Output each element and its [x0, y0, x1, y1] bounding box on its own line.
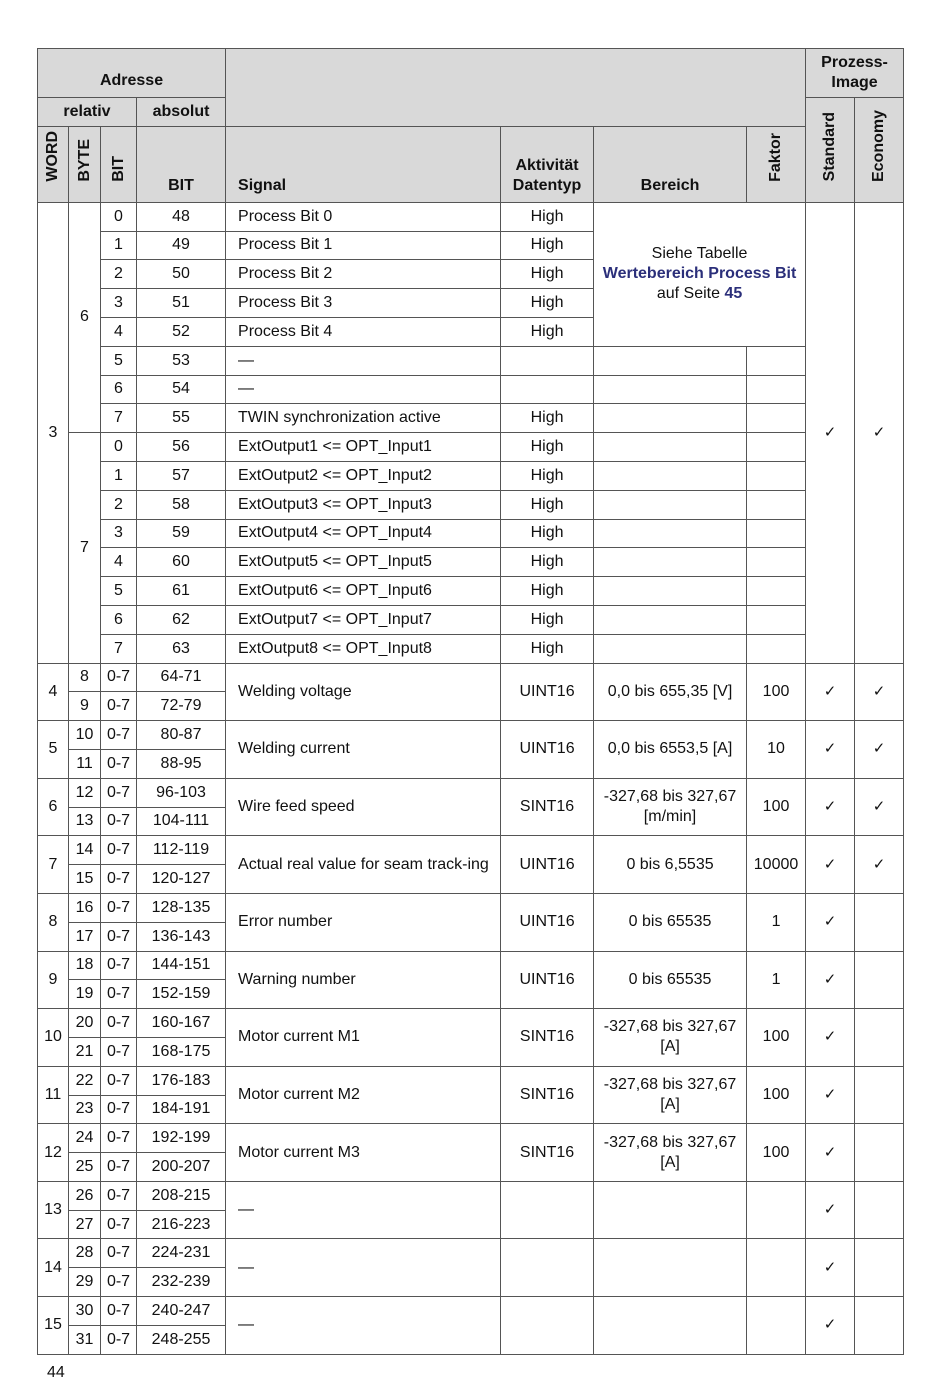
- economy-check-icon: [855, 893, 904, 951]
- standard-check-icon: ✓: [806, 663, 855, 721]
- word-cell: 6: [38, 778, 69, 836]
- activity-cell: High: [501, 577, 594, 606]
- bit-cell: 1: [101, 231, 137, 260]
- header-adresse: Adresse: [38, 49, 226, 98]
- byte-cell: 24: [69, 1124, 101, 1153]
- bit-cell: 3: [101, 289, 137, 318]
- byte-cell: 25: [69, 1153, 101, 1182]
- abs-bit-cell: 128-135: [137, 893, 226, 922]
- byte-cell: 8: [69, 663, 101, 692]
- note-text: Siehe Tabelle: [651, 245, 748, 263]
- header-standard: Standard: [806, 98, 855, 203]
- range-cell: 0 bis 65535: [594, 951, 747, 1009]
- range-cell: [594, 346, 747, 375]
- signal-cell: ExtOutput1 <= OPT_Input1: [226, 433, 501, 462]
- signal-cell: Motor current M3: [226, 1124, 501, 1182]
- range-cell: [594, 519, 747, 548]
- activity-cell: High: [501, 490, 594, 519]
- signal-cell: ExtOutput6 <= OPT_Input6: [226, 577, 501, 606]
- signal-cell: Motor current M2: [226, 1066, 501, 1124]
- signal-cell: Motor current M1: [226, 1009, 501, 1067]
- activity-cell: High: [501, 404, 594, 433]
- factor-cell: 100: [747, 663, 806, 721]
- header-bit: BIT: [101, 126, 137, 202]
- table-row: [38, 605, 904, 634]
- byte-cell: 29: [69, 1268, 101, 1297]
- bit-cell: 0-7: [101, 807, 137, 836]
- table-row: [38, 1181, 904, 1210]
- range-cell: [594, 375, 747, 404]
- factor-cell: [747, 1297, 806, 1355]
- header-aktivitaet-datentyp: Aktivität Datentyp: [501, 126, 594, 202]
- bit-cell: 0-7: [101, 1325, 137, 1354]
- abs-bit-cell: 104-111: [137, 807, 226, 836]
- abs-bit-cell: 80-87: [137, 721, 226, 750]
- header-byte: BYTE: [69, 126, 101, 202]
- byte-cell: 27: [69, 1210, 101, 1239]
- range-cell: [594, 605, 747, 634]
- datatype-cell: SINT16: [501, 1066, 594, 1124]
- activity-cell: High: [501, 461, 594, 490]
- standard-check-icon: ✓: [806, 836, 855, 894]
- byte-cell: 14: [69, 836, 101, 865]
- signal-cell: Process Bit 4: [226, 317, 501, 346]
- byte-cell: 10: [69, 721, 101, 750]
- datatype-cell: UINT16: [501, 951, 594, 1009]
- activity-cell: High: [501, 289, 594, 318]
- range-cell: [594, 577, 747, 606]
- range-cell: [594, 1297, 747, 1355]
- bit-cell: 4: [101, 317, 137, 346]
- abs-bit-cell: 168-175: [137, 1037, 226, 1066]
- table-row: [38, 1124, 904, 1153]
- signal-cell: Welding current: [226, 721, 501, 779]
- activity-cell: High: [501, 548, 594, 577]
- activity-cell: High: [501, 634, 594, 663]
- factor-cell: 100: [747, 1124, 806, 1182]
- economy-check-icon: ✓: [855, 836, 904, 894]
- factor-cell: [747, 346, 806, 375]
- standard-check-icon: ✓: [806, 721, 855, 779]
- byte-cell: 19: [69, 980, 101, 1009]
- economy-check-icon: [855, 951, 904, 1009]
- bit-cell: 7: [101, 404, 137, 433]
- bit-cell: 0-7: [101, 1037, 137, 1066]
- header-prozess-image: Prozess-Image: [806, 49, 904, 98]
- signal-cell: Process Bit 3: [226, 289, 501, 318]
- abs-bit-cell: 60: [137, 548, 226, 577]
- abs-bit-cell: 52: [137, 317, 226, 346]
- abs-bit-cell: 54: [137, 375, 226, 404]
- range-cell: [594, 1239, 747, 1297]
- table-row: [38, 461, 904, 490]
- header-relativ: relativ: [38, 98, 137, 127]
- bit-cell: 0-7: [101, 893, 137, 922]
- abs-bit-cell: 200-207: [137, 1153, 226, 1182]
- table-row: [38, 1297, 904, 1326]
- activity-cell: [501, 346, 594, 375]
- abs-bit-cell: 120-127: [137, 865, 226, 894]
- abs-bit-cell: 232-239: [137, 1268, 226, 1297]
- bit-cell: 5: [101, 346, 137, 375]
- factor-cell: [747, 490, 806, 519]
- bit-cell: 0-7: [101, 1124, 137, 1153]
- byte-cell: 26: [69, 1181, 101, 1210]
- factor-cell: [747, 461, 806, 490]
- economy-check-icon: ✓: [855, 202, 904, 663]
- bit-cell: 0-7: [101, 1210, 137, 1239]
- abs-bit-cell: 58: [137, 490, 226, 519]
- abs-bit-cell: 216-223: [137, 1210, 226, 1239]
- byte-cell: 17: [69, 922, 101, 951]
- range-note: [594, 202, 806, 346]
- abs-bit-cell: 136-143: [137, 922, 226, 951]
- bit-cell: 0-7: [101, 1009, 137, 1038]
- factor-cell: [747, 375, 806, 404]
- table-row: [38, 1066, 904, 1095]
- table-row: [38, 721, 904, 750]
- range-cell: -327,68 bis 327,67 [m/min]: [594, 778, 747, 836]
- word-cell: 3: [38, 202, 69, 663]
- table-row: [38, 548, 904, 577]
- abs-bit-cell: 50: [137, 260, 226, 289]
- economy-check-icon: [855, 1124, 904, 1182]
- factor-cell: [747, 548, 806, 577]
- abs-bit-cell: 63: [137, 634, 226, 663]
- range-cell: -327,68 bis 327,67 [A]: [594, 1066, 747, 1124]
- abs-bit-cell: 72-79: [137, 692, 226, 721]
- word-cell: 12: [38, 1124, 69, 1182]
- abs-bit-cell: 48: [137, 202, 226, 231]
- abs-bit-cell: 56: [137, 433, 226, 462]
- factor-cell: [747, 577, 806, 606]
- abs-bit-cell: 55: [137, 404, 226, 433]
- table-row: [38, 519, 904, 548]
- header-bereich: Bereich: [594, 126, 747, 202]
- abs-bit-cell: 59: [137, 519, 226, 548]
- bit-cell: 3: [101, 519, 137, 548]
- signal-cell: Actual real value for seam track-ing: [226, 836, 501, 894]
- page-number: 44: [47, 1364, 65, 1381]
- bit-cell: 2: [101, 260, 137, 289]
- header-word: WORD: [38, 126, 69, 202]
- abs-bit-cell: 61: [137, 577, 226, 606]
- abs-bit-cell: 160-167: [137, 1009, 226, 1038]
- table-row: [38, 375, 904, 404]
- abs-bit-cell: 208-215: [137, 1181, 226, 1210]
- bit-cell: 2: [101, 490, 137, 519]
- word-cell: 8: [38, 893, 69, 951]
- standard-check-icon: ✓: [806, 951, 855, 1009]
- signal-cell: ExtOutput8 <= OPT_Input8: [226, 634, 501, 663]
- abs-bit-cell: 184-191: [137, 1095, 226, 1124]
- economy-check-icon: [855, 1297, 904, 1355]
- factor-cell: [747, 1181, 806, 1239]
- range-cell: [594, 461, 747, 490]
- abs-bit-cell: 88-95: [137, 749, 226, 778]
- table-row: [38, 893, 904, 922]
- byte-cell: 7: [69, 433, 101, 663]
- abs-bit-cell: 240-247: [137, 1297, 226, 1326]
- bit-cell: 0-7: [101, 1181, 137, 1210]
- bit-cell: 6: [101, 605, 137, 634]
- table-row: [38, 778, 904, 807]
- signal-cell: —: [226, 375, 501, 404]
- byte-cell: 9: [69, 692, 101, 721]
- byte-cell: 18: [69, 951, 101, 980]
- word-cell: 13: [38, 1181, 69, 1239]
- factor-cell: 10000: [747, 836, 806, 894]
- table-row: [38, 1009, 904, 1038]
- table-row: [38, 663, 904, 692]
- table-row: [38, 202, 904, 231]
- signal-cell: Welding voltage: [226, 663, 501, 721]
- signal-cell: ExtOutput4 <= OPT_Input4: [226, 519, 501, 548]
- signal-cell: Wire feed speed: [226, 778, 501, 836]
- byte-cell: 30: [69, 1297, 101, 1326]
- bit-cell: 0-7: [101, 1095, 137, 1124]
- note-page-link[interactable]: 45: [724, 285, 743, 303]
- byte-cell: 16: [69, 893, 101, 922]
- abs-bit-cell: 51: [137, 289, 226, 318]
- word-cell: 5: [38, 721, 69, 779]
- signal-cell: ExtOutput2 <= OPT_Input2: [226, 461, 501, 490]
- abs-bit-cell: 53: [137, 346, 226, 375]
- range-cell: -327,68 bis 327,67 [A]: [594, 1009, 747, 1067]
- bit-cell: 0-7: [101, 922, 137, 951]
- word-cell: 10: [38, 1009, 69, 1067]
- range-cell: [594, 634, 747, 663]
- factor-cell: 100: [747, 1066, 806, 1124]
- bit-cell: 0-7: [101, 1268, 137, 1297]
- factor-cell: 100: [747, 1009, 806, 1067]
- standard-check-icon: ✓: [806, 1181, 855, 1239]
- datatype-cell: UINT16: [501, 721, 594, 779]
- table-row: [38, 634, 904, 663]
- byte-cell: 20: [69, 1009, 101, 1038]
- table-row: [38, 1239, 904, 1268]
- bit-cell: 0-7: [101, 865, 137, 894]
- byte-cell: 22: [69, 1066, 101, 1095]
- signal-cell: ExtOutput3 <= OPT_Input3: [226, 490, 501, 519]
- datatype-cell: [501, 1297, 594, 1355]
- signal-cell: Process Bit 2: [226, 260, 501, 289]
- abs-bit-cell: 152-159: [137, 980, 226, 1009]
- economy-check-icon: [855, 1239, 904, 1297]
- bit-cell: 1: [101, 461, 137, 490]
- datatype-cell: UINT16: [501, 836, 594, 894]
- byte-cell: 13: [69, 807, 101, 836]
- abs-bit-cell: 62: [137, 605, 226, 634]
- table-row: [38, 951, 904, 980]
- range-cell: [594, 433, 747, 462]
- bit-cell: 0-7: [101, 1066, 137, 1095]
- signal-cell: —: [226, 1239, 501, 1297]
- signal-cell: ExtOutput7 <= OPT_Input7: [226, 605, 501, 634]
- range-cell: [594, 404, 747, 433]
- bit-cell: 0: [101, 202, 137, 231]
- range-cell: [594, 1181, 747, 1239]
- table-row: [38, 346, 904, 375]
- datatype-cell: SINT16: [501, 778, 594, 836]
- signal-cell: TWIN synchronization active: [226, 404, 501, 433]
- economy-check-icon: ✓: [855, 721, 904, 779]
- standard-check-icon: ✓: [806, 1297, 855, 1355]
- word-cell: 11: [38, 1066, 69, 1124]
- byte-cell: 11: [69, 749, 101, 778]
- byte-cell: 15: [69, 865, 101, 894]
- factor-cell: [747, 605, 806, 634]
- bit-cell: 5: [101, 577, 137, 606]
- header-economy: Economy: [855, 98, 904, 203]
- process-image-table: [37, 48, 904, 1355]
- range-cell: 0 bis 6,5535: [594, 836, 747, 894]
- table-row: [38, 577, 904, 606]
- header-blank: [226, 49, 806, 127]
- bit-cell: 0-7: [101, 749, 137, 778]
- factor-cell: [747, 1239, 806, 1297]
- economy-check-icon: [855, 1009, 904, 1067]
- bit-cell: 0-7: [101, 721, 137, 750]
- table-row: [38, 836, 904, 865]
- abs-bit-cell: 248-255: [137, 1325, 226, 1354]
- abs-bit-cell: 57: [137, 461, 226, 490]
- word-cell: 9: [38, 951, 69, 1009]
- factor-cell: [747, 519, 806, 548]
- factor-cell: 10: [747, 721, 806, 779]
- factor-cell: 1: [747, 951, 806, 1009]
- standard-check-icon: ✓: [806, 778, 855, 836]
- abs-bit-cell: 64-71: [137, 663, 226, 692]
- factor-cell: 100: [747, 778, 806, 836]
- bit-cell: 6: [101, 375, 137, 404]
- range-cell: 0,0 bis 655,35 [V]: [594, 663, 747, 721]
- economy-check-icon: ✓: [855, 778, 904, 836]
- activity-cell: High: [501, 202, 594, 231]
- table-row: [38, 433, 904, 462]
- bit-cell: 0-7: [101, 663, 137, 692]
- abs-bit-cell: 49: [137, 231, 226, 260]
- standard-check-icon: ✓: [806, 202, 855, 663]
- bit-cell: 0-7: [101, 1297, 137, 1326]
- datatype-cell: SINT16: [501, 1124, 594, 1182]
- datatype-cell: UINT16: [501, 663, 594, 721]
- bit-cell: 0-7: [101, 1153, 137, 1182]
- bit-cell: 0-7: [101, 836, 137, 865]
- datatype-cell: SINT16: [501, 1009, 594, 1067]
- abs-bit-cell: 112-119: [137, 836, 226, 865]
- note-text: auf Seite: [656, 285, 720, 303]
- byte-cell: 12: [69, 778, 101, 807]
- header-absolut: absolut: [137, 98, 226, 127]
- byte-cell: 23: [69, 1095, 101, 1124]
- factor-cell: [747, 634, 806, 663]
- bit-cell: 0: [101, 433, 137, 462]
- byte-cell: 6: [69, 202, 101, 432]
- signal-cell: —: [226, 346, 501, 375]
- range-cell: [594, 548, 747, 577]
- standard-check-icon: ✓: [806, 893, 855, 951]
- economy-check-icon: ✓: [855, 663, 904, 721]
- bit-cell: 0-7: [101, 778, 137, 807]
- header-faktor: Faktor: [747, 126, 806, 202]
- datatype-cell: [501, 1181, 594, 1239]
- signal-cell: Warning number: [226, 951, 501, 1009]
- abs-bit-cell: 144-151: [137, 951, 226, 980]
- range-cell: 0,0 bis 6553,5 [A]: [594, 721, 747, 779]
- factor-cell: 1: [747, 893, 806, 951]
- activity-cell: High: [501, 519, 594, 548]
- datatype-cell: [501, 1239, 594, 1297]
- table-row: [38, 490, 904, 519]
- activity-cell: High: [501, 231, 594, 260]
- range-cell: 0 bis 65535: [594, 893, 747, 951]
- signal-cell: —: [226, 1181, 501, 1239]
- range-cell: [594, 490, 747, 519]
- abs-bit-cell: 176-183: [137, 1066, 226, 1095]
- byte-cell: 21: [69, 1037, 101, 1066]
- note-link[interactable]: Wertebereich Process Bit: [602, 265, 797, 283]
- word-cell: 4: [38, 663, 69, 721]
- bit-cell: 7: [101, 634, 137, 663]
- byte-cell: 28: [69, 1239, 101, 1268]
- abs-bit-cell: 96-103: [137, 778, 226, 807]
- bit-cell: 0-7: [101, 692, 137, 721]
- word-cell: 15: [38, 1297, 69, 1355]
- bit-cell: 0-7: [101, 1239, 137, 1268]
- word-cell: 7: [38, 836, 69, 894]
- activity-cell: High: [501, 605, 594, 634]
- signal-cell: ExtOutput5 <= OPT_Input5: [226, 548, 501, 577]
- bit-cell: 4: [101, 548, 137, 577]
- factor-cell: [747, 404, 806, 433]
- activity-cell: High: [501, 260, 594, 289]
- abs-bit-cell: 224-231: [137, 1239, 226, 1268]
- range-cell: -327,68 bis 327,67 [A]: [594, 1124, 747, 1182]
- bit-cell: 0-7: [101, 980, 137, 1009]
- byte-cell: 31: [69, 1325, 101, 1354]
- signal-cell: —: [226, 1297, 501, 1355]
- bit-cell: 0-7: [101, 951, 137, 980]
- standard-check-icon: ✓: [806, 1239, 855, 1297]
- standard-check-icon: ✓: [806, 1009, 855, 1067]
- standard-check-icon: ✓: [806, 1124, 855, 1182]
- table-row: [38, 404, 904, 433]
- header-bit-abs: BIT: [137, 126, 226, 202]
- activity-cell: High: [501, 433, 594, 462]
- economy-check-icon: [855, 1066, 904, 1124]
- signal-cell: Error number: [226, 893, 501, 951]
- signal-cell: Process Bit 0: [226, 202, 501, 231]
- factor-cell: [747, 433, 806, 462]
- datatype-cell: UINT16: [501, 893, 594, 951]
- standard-check-icon: ✓: [806, 1066, 855, 1124]
- word-cell: 14: [38, 1239, 69, 1297]
- header-signal: Signal: [226, 126, 501, 202]
- signal-cell: Process Bit 1: [226, 231, 501, 260]
- economy-check-icon: [855, 1181, 904, 1239]
- abs-bit-cell: 192-199: [137, 1124, 226, 1153]
- activity-cell: High: [501, 317, 594, 346]
- activity-cell: [501, 375, 594, 404]
